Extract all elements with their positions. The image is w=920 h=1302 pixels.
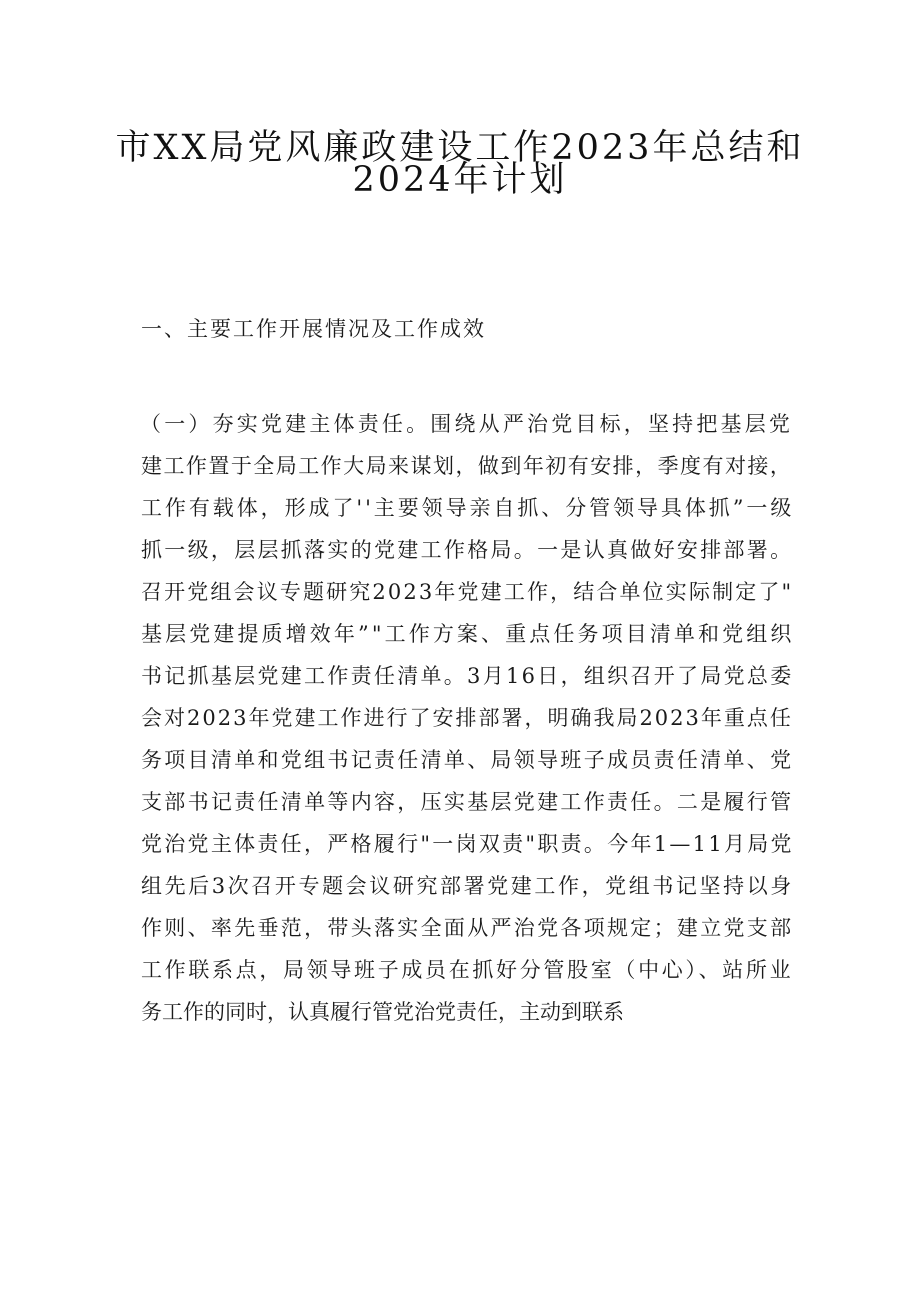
paragraph-line: 工作有载体，形成了''主要领导亲自抓、分管领导具体抓”一级	[141, 496, 795, 520]
paragraph-line: 组先后3次召开专题会议研究部署党建工作，党组书记坚持以身	[141, 874, 794, 898]
paragraph-line: 抓一级，层层抓落实的党建工作格局。一是认真做好安排部署。	[141, 538, 794, 562]
paragraph-line: 工作联系点，局领导班子成员在抓好分管股室（中心）、站所业	[141, 958, 794, 982]
paragraph-line: 务工作的同时，认真履行管党治党责任，主动到联系	[141, 1000, 624, 1024]
paragraph-line: 会对2023年党建工作进行了安排部署，明确我局2023年重点任	[141, 706, 793, 730]
paragraph-line: 召开党组会议专题研究2023年党建工作，结合单位实际制定了"	[141, 580, 794, 604]
paragraph-line: 支部书记责任清单等内容，压实基层党建工作责任。二是履行管	[141, 790, 794, 814]
paragraph-line: 务项目清单和党组书记责任清单、局领导班子成员责任清单、党	[141, 748, 794, 772]
paragraph-line: 作则、率先垂范，带头落实全面从严治党各项规定；建立党支部	[141, 916, 794, 940]
section-heading: 一、主要工作开展情况及工作成效	[141, 317, 486, 341]
paragraph-line: 基层党建提质增效年”"工作方案、重点任务项目清单和党组织	[141, 622, 795, 646]
paragraph-line: （一）夯实党建主体责任。围绕从严治党目标，坚持把基层党	[140, 412, 794, 436]
paragraph-line: 党治党主体责任，严格履行"一岗双责"职责。今年1—11月局党	[141, 832, 794, 856]
paragraph-line: 书记抓基层党建工作责任清单。3月16日，组织召开了局党总委	[141, 664, 794, 688]
document-title-line-2: 2024年计划	[352, 160, 568, 200]
document-title-line-1: 市XX局党风廉政建设工作2023年总结和	[115, 128, 805, 168]
paragraph-line: 建工作置于全局工作大局来谋划，做到年初有安排，季度有对接，	[141, 454, 793, 478]
